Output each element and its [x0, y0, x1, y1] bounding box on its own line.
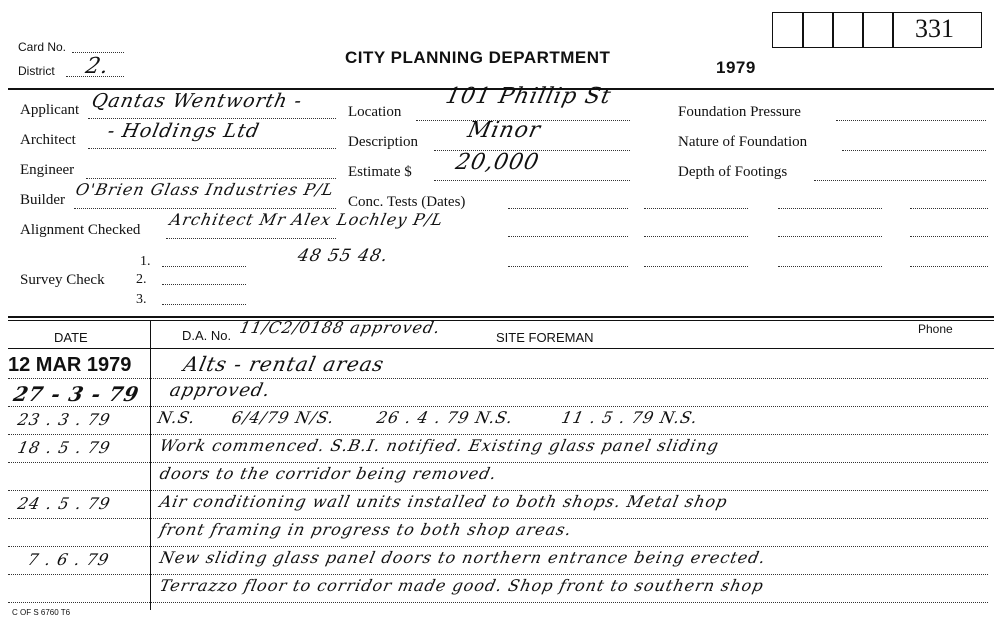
- log-line-9: [8, 602, 988, 603]
- alignment-label: Alignment Checked: [20, 222, 141, 238]
- extra-line-r1c: [910, 208, 988, 209]
- architect-label: Architect: [20, 132, 76, 148]
- survey-1-line: [162, 266, 246, 267]
- district-value: 2.: [83, 54, 112, 79]
- depth-of-footings-line: [814, 180, 986, 181]
- estimate-value: 20,000: [453, 150, 542, 175]
- applicant-line: [88, 118, 336, 119]
- extra-line-r3c: [910, 266, 988, 267]
- survey-2-line: [162, 284, 246, 285]
- engineer-label: Engineer: [20, 162, 75, 178]
- card-number-box-2: [802, 12, 834, 48]
- log-line-8: [8, 574, 988, 575]
- architect-line: [88, 148, 336, 149]
- log-line-6: [8, 518, 988, 519]
- card-number-box-4: [862, 12, 894, 48]
- engineer-line: [86, 178, 336, 179]
- nature-of-foundation-label: Nature of Foundation: [678, 134, 808, 150]
- builder-label: Builder: [20, 192, 65, 208]
- card-no-label: Card No.: [18, 40, 67, 54]
- extra-line-r2a: [644, 236, 748, 237]
- year: 1979: [716, 58, 756, 77]
- district-label: District: [18, 64, 55, 78]
- date-header: DATE: [54, 330, 88, 345]
- log-line-7: [8, 546, 988, 547]
- site-foreman-label: SITE FOREMAN: [496, 330, 594, 345]
- conc-line-3: [508, 266, 628, 267]
- log-text: Alts - rental areas: [181, 352, 387, 376]
- card-number-box-3: [832, 12, 864, 48]
- estimate-label: Estimate $: [348, 164, 412, 180]
- conc-line-2: [508, 236, 628, 237]
- card-no-line: [72, 52, 124, 53]
- log-top-rule: [8, 316, 994, 318]
- survey-2: 2.: [136, 272, 147, 287]
- card-number-box-1: [772, 12, 804, 48]
- card-number: 331: [915, 14, 954, 43]
- architect-value: - Holdings Ltd: [105, 120, 262, 142]
- log-top-rule-2: [8, 320, 994, 321]
- date-column-divider: [150, 320, 151, 610]
- location-label: Location: [348, 104, 402, 120]
- nature-of-foundation-line: [842, 150, 986, 151]
- extra-line-r3a: [644, 266, 748, 267]
- da-value: 11/C2/0188 approved.: [237, 318, 443, 337]
- log-text: front framing in progress to both shop areas.: [157, 520, 574, 539]
- log-text: N.S. 6/4/79 N/S. 26 . 4 . 79 N.S. 11 . 5 . 79 N.S.: [155, 408, 700, 427]
- survey-3: 3.: [136, 292, 147, 307]
- builder-value: O'Brien Glass Industries P/L: [73, 180, 336, 199]
- conc-tests-label: Conc. Tests (Dates): [348, 194, 466, 210]
- estimate-line: [434, 180, 630, 181]
- log-line-5: [8, 490, 988, 491]
- description-label: Description: [348, 134, 418, 150]
- phone-value: 48 55 48.: [295, 246, 391, 266]
- extra-line-r1a: [644, 208, 748, 209]
- alignment-value: Architect Mr Alex Lochley P/L: [167, 210, 446, 229]
- log-date: 7 . 6 . 79: [25, 550, 112, 569]
- log-date: 12 MAR 1979: [8, 354, 132, 376]
- form-code: C OF S 6760 T6: [12, 608, 71, 617]
- log-text: approved.: [167, 380, 273, 401]
- log-text: New sliding glass panel doors to northern entrance being erected.: [157, 548, 768, 567]
- depth-of-footings-label: Depth of Footings: [678, 164, 788, 180]
- location-value: 101 Phillip St: [443, 84, 614, 109]
- log-text: Work commenced. S.B.I. notified. Existing glass panel sliding: [157, 436, 721, 455]
- da-label: D.A. No.: [182, 328, 232, 343]
- conc-line-1: [508, 208, 628, 209]
- survey-3-line: [162, 304, 246, 305]
- description-value: Minor: [465, 118, 544, 143]
- builder-line: [74, 208, 336, 209]
- extra-line-r1b: [778, 208, 882, 209]
- log-line-4: [8, 462, 988, 463]
- survey-1: 1.: [140, 254, 151, 269]
- extra-line-r2c: [910, 236, 988, 237]
- log-line-2: [8, 406, 988, 407]
- log-text: Air conditioning wall units installed to both shops. Metal shop: [157, 492, 730, 511]
- applicant-value: Qantas Wentworth -: [89, 90, 305, 112]
- log-text: Terrazzo floor to corridor made good. Shop front to southern shop: [157, 576, 766, 595]
- log-line-3: [8, 434, 988, 435]
- log-header-rule: [8, 348, 994, 349]
- log-text: doors to the corridor being removed.: [157, 464, 499, 483]
- foundation-pressure-line: [836, 120, 986, 121]
- phone-label: Phone: [918, 322, 953, 336]
- extra-line-r3b: [778, 266, 882, 267]
- log-date: 24 . 5 . 79: [15, 494, 113, 513]
- page-title: CITY PLANNING DEPARTMENT: [345, 48, 611, 67]
- extra-line-r2b: [778, 236, 882, 237]
- log-line-1: [8, 378, 988, 379]
- survey-label: Survey Check: [20, 272, 105, 288]
- log-date: 27 - 3 - 79: [11, 382, 142, 406]
- log-date: 18 . 5 . 79: [15, 438, 113, 457]
- foundation-pressure-label: Foundation Pressure: [678, 104, 801, 120]
- applicant-label: Applicant: [20, 102, 80, 118]
- alignment-line: [166, 238, 336, 239]
- log-date: 23 . 3 . 79: [15, 410, 113, 429]
